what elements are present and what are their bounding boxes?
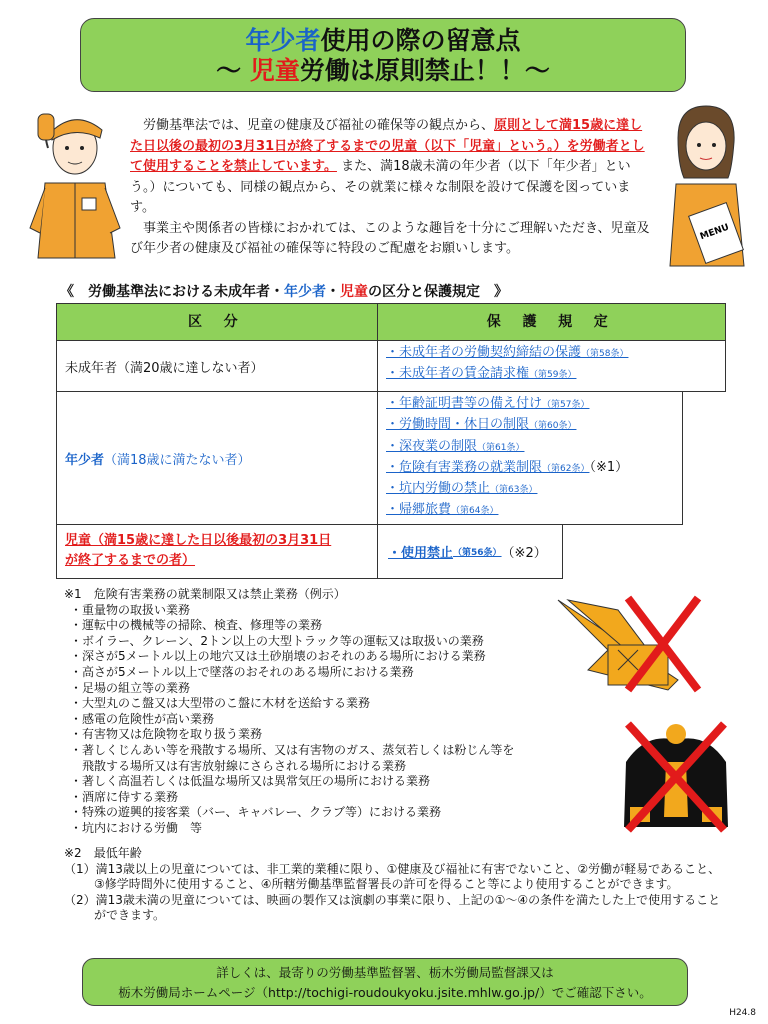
provision-ref[interactable]: （第64条） — [451, 506, 499, 517]
section-youth: 年少者 — [284, 284, 326, 300]
row-youth-label — [56, 391, 378, 525]
provision-link[interactable]: ・未成年者の労働契約締結の保護 — [386, 345, 582, 360]
child-label-line2: が終了するまでの者） — [65, 553, 196, 568]
provision-link[interactable]: ・労働時間・休日の制限 — [386, 417, 530, 433]
footer-line-2[interactable]: 栃木労働局ホームページ（http://tochigi-roudoukyoku.jsite.mhlw.go.jp/）でご確認下さい。 — [118, 985, 652, 1000]
list-item: ・著しく高温若しくは低温な場所又は異常気圧の場所における業務 — [70, 774, 431, 789]
provision-ref[interactable]: （第58条） — [581, 349, 629, 359]
provision-link[interactable]: ・未成年者の賃金請求権 — [386, 366, 530, 382]
provision-ref[interactable]: （第57条） — [542, 400, 590, 410]
bar-prohibited-illustration — [616, 712, 736, 842]
provision-note: （※1） — [589, 459, 629, 475]
provision-item[interactable] — [386, 458, 682, 479]
section-close: の区分と保護規定 》 — [368, 284, 508, 300]
title-banner — [80, 18, 686, 92]
provision-ref[interactable]: （第61条） — [477, 442, 525, 453]
list-item: ・高さが5メートル以上で墜落のおそれのある場所における業務 — [70, 664, 414, 679]
provision-item[interactable] — [386, 343, 725, 364]
provision-item[interactable] — [386, 500, 682, 521]
youth-label-highlight: 年少者 — [65, 452, 105, 468]
title-line1-rest: 使用の際の留意点 — [320, 26, 521, 55]
row-minor-provisions — [377, 340, 726, 392]
provision-item[interactable] — [386, 437, 682, 458]
list-item: ・有害物又は危険物を取り扱う業務 — [70, 727, 263, 742]
section-dot: ・ — [326, 284, 340, 300]
provision-item[interactable] — [386, 364, 725, 385]
intro-p1-a: 労働基準法では、児童の健康及び福祉の確保等の観点から、 — [143, 118, 495, 133]
section-child: 児童 — [340, 284, 368, 300]
intro-p1-emphasis: 原則として満15歳に達した日以後の最初の3月31日が終了するまでの児童（以下「児童」という。）を労働者として使用することを禁止しています。 — [130, 118, 645, 174]
intro-text — [130, 116, 650, 260]
row-minor-label: 未成年者（満20歳に達しない者） — [56, 340, 378, 392]
list-item: ・感電の危険性が高い業務 — [70, 711, 215, 726]
provision-note: （※2） — [501, 546, 547, 561]
list-item: ・重量物の取扱い業務 — [70, 602, 191, 617]
header-protection: 保 護 規 定 — [377, 303, 726, 341]
list-item: ・運転中の機械等の掃除、検査、修理等の業務 — [70, 618, 323, 633]
header-category: 区 分 — [56, 303, 378, 341]
footer-banner — [82, 958, 688, 1006]
youth-label-rest: （満18歳に満たない者） — [104, 452, 251, 468]
section-open: 《 労働基準法における未成年者・ — [60, 284, 284, 300]
woman-illustration — [648, 98, 760, 268]
list-item: ・著しくじんあい等を飛散する場所、又は有害物のガス、蒸気若しくは粉じん等を — [70, 742, 515, 757]
provision-ref[interactable]: （第60条） — [529, 421, 577, 432]
section-heading — [60, 281, 508, 301]
provision-item[interactable] — [386, 415, 682, 436]
crane-prohibited-illustration — [548, 590, 708, 700]
row-child-label — [56, 524, 378, 579]
note-2-heading: ※2 最低年齢 — [64, 846, 142, 860]
provision-link[interactable]: ・危険有害業務の就業制限 — [386, 459, 543, 475]
list-item: ・ボイラー、クレーン、2トン以上の大型トラック等の運転又は取扱いの業務 — [70, 633, 484, 648]
footer-line-1: 詳しくは、最寄りの労働基準監督署、栃木労働局監督課又は — [216, 965, 554, 980]
list-item: 飛散する場所又は有害放射線にさらされる場所における業務 — [70, 758, 407, 773]
title-line2-rest: 労働は原則禁止！！～ — [299, 56, 550, 85]
provision-link[interactable]: ・帰郷旅費 — [386, 502, 452, 518]
note-2 — [64, 846, 728, 924]
list-item: ・坑内における労働 等 — [70, 820, 203, 835]
classification-table — [56, 303, 726, 579]
provision-ref[interactable]: （第62条） — [542, 463, 590, 474]
intro-paragraph-1 — [130, 116, 650, 219]
title-line-2 — [81, 56, 685, 86]
provision-link[interactable]: ・坑内労働の禁止 — [386, 481, 491, 497]
provision-link[interactable]: ・使用禁止 — [388, 546, 454, 561]
row-child-provisions — [377, 524, 563, 579]
provision-item[interactable] — [386, 394, 682, 415]
provision-link[interactable]: ・年齢証明書等の備え付け — [386, 396, 543, 411]
title-line-1 — [81, 26, 685, 56]
provision-ref[interactable]: （第59条） — [529, 370, 577, 381]
note-1 — [64, 587, 584, 837]
intro-p1-b: また、満18歳未満の年少者（以下「年少者」という。）についても、同様の観点から、その就業に様々な制限を設けて保護を図っています。 — [130, 159, 631, 215]
svg-text:MENU: MENU — [698, 222, 731, 243]
list-item: （1）満13歳以上の児童については、非工業的業種に限り、①健康及び福祉に有害でないこと、②労働が軽易であること、③修学時間外に使用すること、④所轄労働基準監督署長の許可を得ること等により使用することができます。 — [64, 861, 721, 892]
document-code: H24.8 — [729, 1008, 756, 1018]
list-item: ・特殊の遊興的接客業（バー、キャバレー、クラブ等）における業務 — [70, 805, 442, 820]
row-youth-provisions — [377, 391, 683, 525]
title-youth: 年少者 — [245, 26, 321, 55]
list-item: ・足場の組立等の業務 — [70, 680, 191, 695]
intro-paragraph-2: 事業主や関係者の皆様におかれては、このような趣旨を十分にご理解いただき、児童及び年少者の健康及び福祉の確保等に特段のご配慮をお願いします。 — [130, 220, 650, 256]
list-item: （2）満13歳未満の児童については、映画の製作又は演劇の事業に限り、上記の①～④の条件を満たした上で使用することができます。 — [64, 892, 721, 923]
provision-item[interactable] — [386, 479, 682, 500]
provision-ref[interactable]: （第56条） — [453, 548, 502, 558]
provision-ref[interactable]: （第63条） — [490, 485, 538, 496]
provision-link[interactable]: ・深夜業の制限 — [386, 438, 478, 454]
list-item: ・深さが5メートル以上の地穴又は土砂崩壊のおそれのある場所における業務 — [70, 649, 486, 664]
list-item: ・大型丸のこ盤又は大型帯のこ盤に木材を送給する業務 — [70, 696, 371, 711]
note-1-heading: ※1 危険有害業務の就業制限又は禁止業務（例示） — [64, 587, 346, 601]
child-label-line1: 児童（満15歳に達した日以後最初の3月31日 — [65, 533, 332, 548]
title-line2-prefix: ～ — [216, 56, 250, 85]
list-item: ・酒席に侍する業務 — [70, 789, 179, 804]
title-child: 児童 — [249, 56, 300, 85]
worker-illustration — [20, 108, 130, 268]
